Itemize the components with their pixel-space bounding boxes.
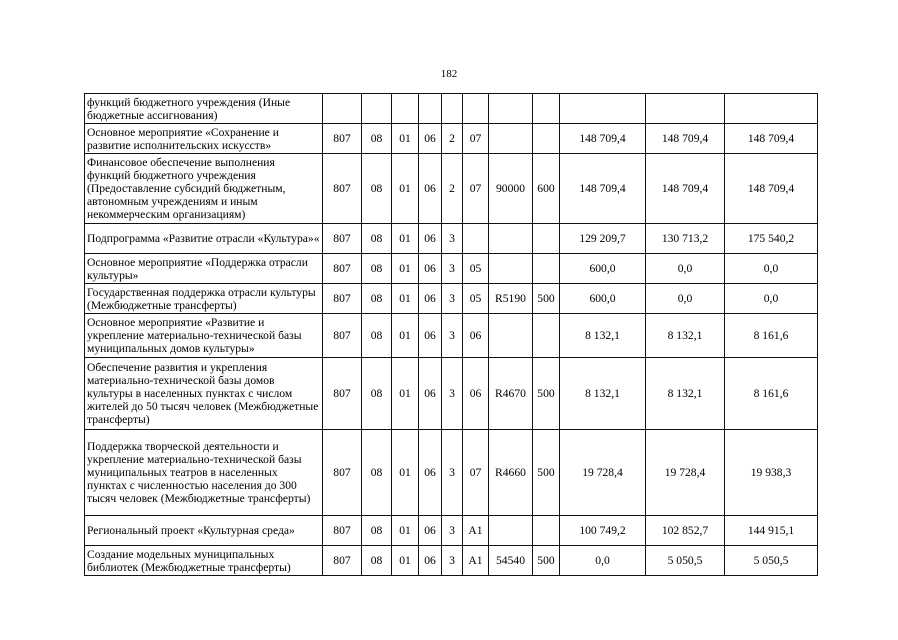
table-row <box>85 516 818 546</box>
expense-type-code-cell: 500 <box>533 546 560 576</box>
row-name-cell: Государственная поддержка отрасли культуры (Межбюджетные трансферты) <box>85 284 323 314</box>
expense-type-code-cell: 600 <box>533 154 560 224</box>
subprogram-code-cell: 3 <box>442 254 463 284</box>
ved-code-cell <box>323 94 362 124</box>
subprogram-code-cell: 3 <box>442 224 463 254</box>
row-name-cell: Подпрограмма «Развитие отрасли «Культура»« <box>85 224 323 254</box>
event-code-cell: A1 <box>463 516 489 546</box>
table-row <box>85 358 818 430</box>
direction-code-cell: 90000 <box>489 154 533 224</box>
amount-year1-cell: 100 749,2 <box>560 516 646 546</box>
subsection-code-cell: 01 <box>392 314 419 358</box>
subprogram-code-cell <box>442 94 463 124</box>
direction-code-cell <box>489 224 533 254</box>
page-number: 182 <box>440 68 458 80</box>
event-code-cell <box>463 224 489 254</box>
ved-code-cell: 807 <box>323 154 362 224</box>
ved-code-cell: 807 <box>323 254 362 284</box>
ved-code-cell: 807 <box>323 430 362 516</box>
row-name-cell: функций бюджетного учреждения (Иные бюджетные ассигнования) <box>85 94 323 124</box>
ved-code-cell: 807 <box>323 516 362 546</box>
section-code-cell: 08 <box>362 516 392 546</box>
subsection-code-cell: 01 <box>392 284 419 314</box>
ved-code-cell: 807 <box>323 358 362 430</box>
direction-code-cell: R5190 <box>489 284 533 314</box>
amount-year3-cell: 8 161,6 <box>725 358 818 430</box>
direction-code-cell: 54540 <box>489 546 533 576</box>
amount-year3-cell: 175 540,2 <box>725 224 818 254</box>
program-code-cell: 06 <box>419 358 442 430</box>
amount-year2-cell: 130 713,2 <box>646 224 725 254</box>
expense-type-code-cell <box>533 124 560 154</box>
direction-code-cell <box>489 94 533 124</box>
table-row <box>85 254 818 284</box>
section-code-cell: 08 <box>362 254 392 284</box>
amount-year3-cell: 8 161,6 <box>725 314 818 358</box>
amount-year2-cell: 5 050,5 <box>646 546 725 576</box>
program-code-cell: 06 <box>419 284 442 314</box>
direction-code-cell <box>489 124 533 154</box>
program-code-cell: 06 <box>419 546 442 576</box>
table-row <box>85 224 818 254</box>
table-row <box>85 284 818 314</box>
event-code-cell: 07 <box>463 430 489 516</box>
amount-year1-cell <box>560 94 646 124</box>
amount-year3-cell: 148 709,4 <box>725 124 818 154</box>
ved-code-cell: 807 <box>323 284 362 314</box>
section-code-cell: 08 <box>362 284 392 314</box>
row-name-cell: Поддержка творческой деятельности и укрепление материально-технической базы муниципальных театров в населенных пунктах с численностью населения до 300 тысяч человек (Межбюджетные трансферты) <box>85 430 323 516</box>
amount-year2-cell: 19 728,4 <box>646 430 725 516</box>
program-code-cell: 06 <box>419 430 442 516</box>
event-code-cell <box>463 94 489 124</box>
subsection-code-cell: 01 <box>392 516 419 546</box>
table-row <box>85 124 818 154</box>
row-name-cell: Основное мероприятие «Поддержка отрасли культуры» <box>85 254 323 284</box>
subsection-code-cell: 01 <box>392 124 419 154</box>
expense-type-code-cell <box>533 224 560 254</box>
ved-code-cell: 807 <box>323 314 362 358</box>
ved-code-cell: 807 <box>323 224 362 254</box>
subsection-code-cell: 01 <box>392 546 419 576</box>
section-code-cell: 08 <box>362 430 392 516</box>
event-code-cell: 07 <box>463 124 489 154</box>
subprogram-code-cell: 3 <box>442 284 463 314</box>
expense-type-code-cell <box>533 94 560 124</box>
ved-code-cell: 807 <box>323 124 362 154</box>
expense-type-code-cell: 500 <box>533 284 560 314</box>
program-code-cell <box>419 94 442 124</box>
subsection-code-cell <box>392 94 419 124</box>
event-code-cell: 05 <box>463 254 489 284</box>
budget-table <box>84 93 818 576</box>
subprogram-code-cell: 3 <box>442 314 463 358</box>
expense-type-code-cell <box>533 314 560 358</box>
program-code-cell: 06 <box>419 224 442 254</box>
direction-code-cell <box>489 314 533 358</box>
subsection-code-cell: 01 <box>392 154 419 224</box>
amount-year2-cell: 0,0 <box>646 254 725 284</box>
subprogram-code-cell: 2 <box>442 124 463 154</box>
amount-year1-cell: 148 709,4 <box>560 124 646 154</box>
row-name-cell: Региональный проект «Культурная среда» <box>85 516 323 546</box>
section-code-cell: 08 <box>362 124 392 154</box>
expense-type-code-cell: 500 <box>533 358 560 430</box>
program-code-cell: 06 <box>419 516 442 546</box>
row-name-cell: Финансовое обеспечение выполнения функций бюджетного учреждения (Предоставление субсидий бюджетным, автономным учреждениям и иным некоммерческим организациям) <box>85 154 323 224</box>
expense-type-code-cell <box>533 254 560 284</box>
row-name-cell: Создание модельных муниципальных библиотек (Межбюджетные трансферты) <box>85 546 323 576</box>
program-code-cell: 06 <box>419 124 442 154</box>
amount-year1-cell: 8 132,1 <box>560 358 646 430</box>
amount-year1-cell: 600,0 <box>560 254 646 284</box>
event-code-cell: A1 <box>463 546 489 576</box>
amount-year1-cell: 8 132,1 <box>560 314 646 358</box>
section-code-cell <box>362 94 392 124</box>
ved-code-cell: 807 <box>323 546 362 576</box>
table-row <box>85 154 818 224</box>
amount-year1-cell: 19 728,4 <box>560 430 646 516</box>
amount-year3-cell: 0,0 <box>725 254 818 284</box>
expense-type-code-cell: 500 <box>533 430 560 516</box>
table-row <box>85 546 818 576</box>
amount-year2-cell: 8 132,1 <box>646 314 725 358</box>
program-code-cell: 06 <box>419 314 442 358</box>
amount-year2-cell: 8 132,1 <box>646 358 725 430</box>
subsection-code-cell: 01 <box>392 254 419 284</box>
amount-year1-cell: 600,0 <box>560 284 646 314</box>
table-row <box>85 94 818 124</box>
section-code-cell: 08 <box>362 224 392 254</box>
amount-year2-cell <box>646 94 725 124</box>
section-code-cell: 08 <box>362 154 392 224</box>
program-code-cell: 06 <box>419 254 442 284</box>
subprogram-code-cell: 2 <box>442 154 463 224</box>
amount-year2-cell: 102 852,7 <box>646 516 725 546</box>
subprogram-code-cell: 3 <box>442 430 463 516</box>
row-name-cell: Обеспечение развития и укрепления материально-технической базы домов культуры в населенных пунктах с числом жителей до 50 тысяч человек (Межбюджетные трансферты) <box>85 358 323 430</box>
amount-year1-cell: 129 209,7 <box>560 224 646 254</box>
direction-code-cell: R4670 <box>489 358 533 430</box>
event-code-cell: 06 <box>463 314 489 358</box>
amount-year3-cell: 0,0 <box>725 284 818 314</box>
amount-year1-cell: 148 709,4 <box>560 154 646 224</box>
amount-year2-cell: 148 709,4 <box>646 124 725 154</box>
subprogram-code-cell: 3 <box>442 516 463 546</box>
amount-year2-cell: 0,0 <box>646 284 725 314</box>
table-row <box>85 314 818 358</box>
event-code-cell: 07 <box>463 154 489 224</box>
amount-year1-cell: 0,0 <box>560 546 646 576</box>
section-code-cell: 08 <box>362 358 392 430</box>
subsection-code-cell: 01 <box>392 224 419 254</box>
amount-year3-cell: 5 050,5 <box>725 546 818 576</box>
section-code-cell: 08 <box>362 314 392 358</box>
subprogram-code-cell: 3 <box>442 358 463 430</box>
amount-year3-cell: 144 915,1 <box>725 516 818 546</box>
expense-type-code-cell <box>533 516 560 546</box>
budget-table-body <box>85 94 818 576</box>
amount-year3-cell <box>725 94 818 124</box>
subprogram-code-cell: 3 <box>442 546 463 576</box>
row-name-cell: Основное мероприятие «Развитие и укрепление материально-технической базы муниципальных домов культуры» <box>85 314 323 358</box>
section-code-cell: 08 <box>362 546 392 576</box>
event-code-cell: 06 <box>463 358 489 430</box>
subsection-code-cell: 01 <box>392 358 419 430</box>
row-name-cell: Основное мероприятие «Сохранение и развитие исполнительских искусств» <box>85 124 323 154</box>
budget-table-container <box>84 93 818 576</box>
amount-year3-cell: 148 709,4 <box>725 154 818 224</box>
direction-code-cell <box>489 516 533 546</box>
amount-year3-cell: 19 938,3 <box>725 430 818 516</box>
table-row <box>85 430 818 516</box>
direction-code-cell <box>489 254 533 284</box>
subsection-code-cell: 01 <box>392 430 419 516</box>
amount-year2-cell: 148 709,4 <box>646 154 725 224</box>
program-code-cell: 06 <box>419 154 442 224</box>
direction-code-cell: R4660 <box>489 430 533 516</box>
event-code-cell: 05 <box>463 284 489 314</box>
